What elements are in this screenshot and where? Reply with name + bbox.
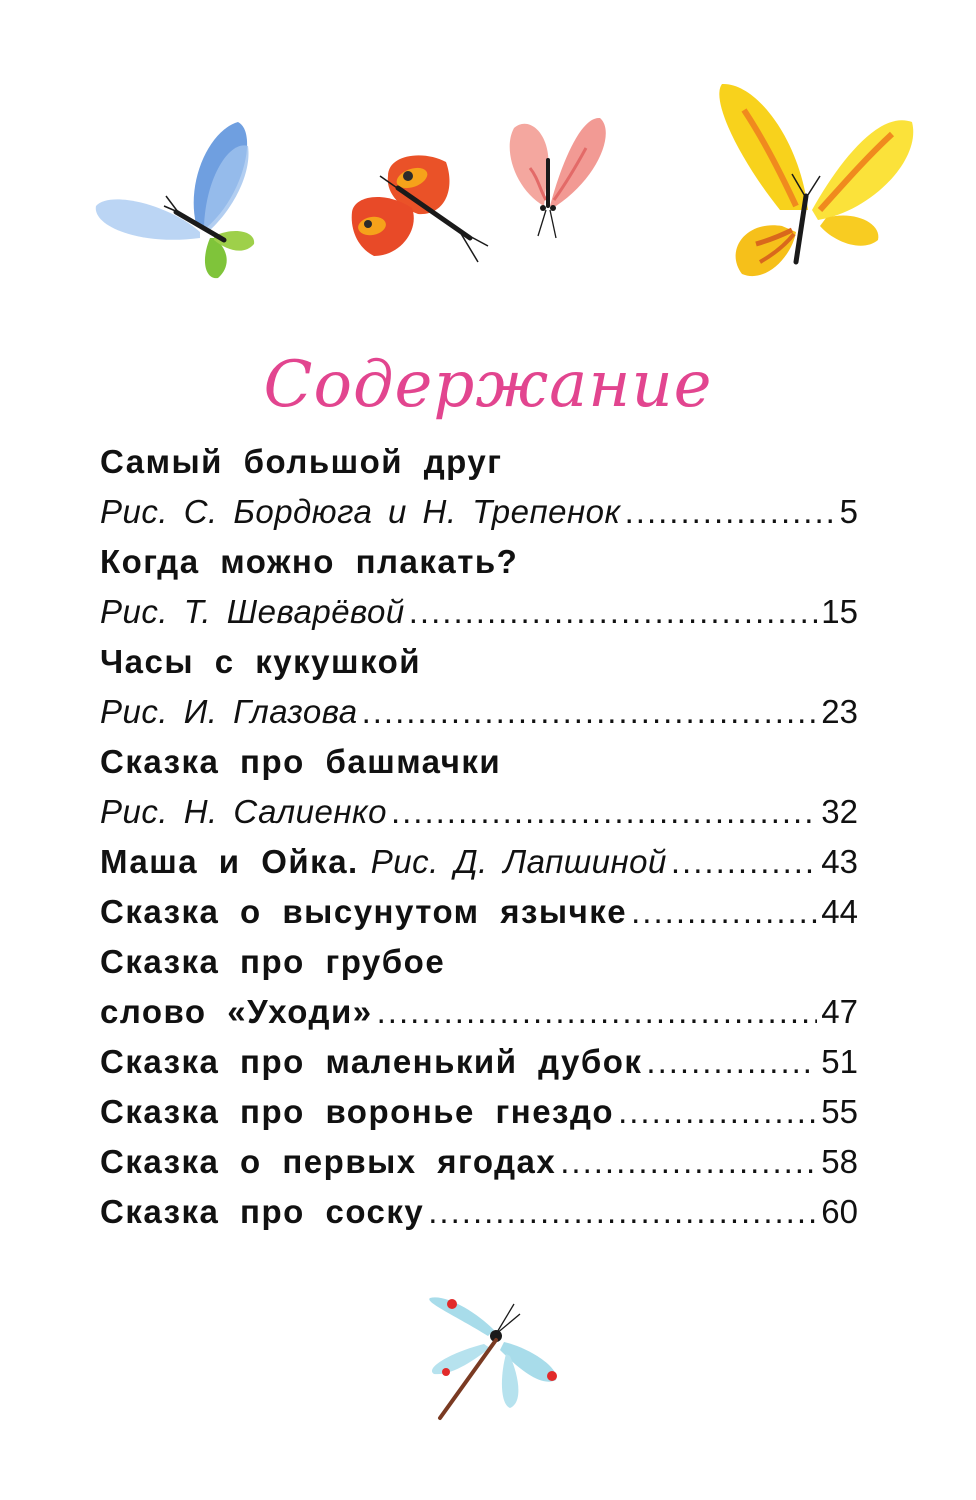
entry-credit: Рис. С. Бордюга и Н. Трепенок [100, 493, 621, 530]
table-of-contents [100, 437, 858, 1237]
entry-title: Самый большой друг [100, 443, 503, 480]
entry-title: Сказка о первых ягодах [100, 1143, 557, 1180]
entry-credit: Рис. Д. Лапшиной [370, 843, 667, 880]
dot-leader [409, 587, 818, 637]
toc-entry [100, 1137, 858, 1187]
dot-leader [391, 787, 817, 837]
toc-entry [100, 837, 858, 887]
pink-butterfly-icon [510, 118, 606, 238]
page-number: 15 [821, 593, 858, 630]
page-number: 43 [821, 843, 858, 880]
red-butterfly-icon [352, 155, 488, 262]
toc-entry-credit [100, 487, 858, 537]
entry-title: Когда можно плакать? [100, 543, 519, 580]
yellow-butterfly-icon [719, 84, 913, 276]
entry-credit: Рис. И. Глазова [100, 693, 358, 730]
toc-entry-credit [100, 587, 858, 637]
toc-entry-credit [100, 787, 858, 837]
dot-leader [631, 887, 817, 937]
toc-entry-title [100, 537, 858, 587]
page-title: Содержание [263, 348, 713, 422]
dot-leader [560, 1137, 817, 1187]
entry-title: Сказка про маленький дубок [100, 1043, 643, 1080]
entry-credit: Рис. Т. Шеварёвой [100, 593, 405, 630]
dot-leader [618, 1087, 817, 1137]
page-number: 60 [821, 1193, 858, 1230]
dot-leader [671, 837, 817, 887]
toc-entry-title [100, 437, 858, 487]
toc-entry-credit [100, 687, 858, 737]
toc-entry-title [100, 937, 858, 987]
page-number: 51 [821, 1043, 858, 1080]
page-number: 55 [821, 1093, 858, 1130]
entry-title: Маша и Ойка. [100, 843, 359, 880]
toc-entry [100, 1037, 858, 1087]
page-number: 32 [821, 793, 858, 830]
dragonfly-icon [429, 1297, 557, 1418]
entry-title: Часы с кукушкой [100, 643, 422, 680]
blue-butterfly-icon [96, 122, 254, 278]
page-number: 5 [839, 493, 858, 530]
entry-title: Сказка про воронье гнездо [100, 1093, 615, 1130]
dot-leader [428, 1187, 817, 1237]
entry-credit: Рис. Н. Салиенко [100, 793, 387, 830]
page-number: 44 [821, 893, 858, 930]
entry-title: Сказка про грубое [100, 943, 446, 980]
toc-entry-title [100, 637, 858, 687]
toc-entry-title [100, 737, 858, 787]
toc-entry [100, 1187, 858, 1237]
page-number: 47 [821, 993, 858, 1030]
dot-leader [377, 987, 818, 1037]
page-number: 23 [821, 693, 858, 730]
page-number: 58 [821, 1143, 858, 1180]
entry-title-continued: слово «Уходи» [100, 993, 373, 1030]
dot-leader [362, 687, 818, 737]
entry-title: Сказка о высунутом язычке [100, 893, 628, 930]
entry-title: Сказка про соску [100, 1193, 425, 1230]
dot-leader [625, 487, 836, 537]
toc-entry [100, 987, 858, 1037]
toc-entry [100, 1087, 858, 1137]
entry-title: Сказка про башмачки [100, 743, 502, 780]
dot-leader [646, 1037, 817, 1087]
toc-entry [100, 887, 858, 937]
